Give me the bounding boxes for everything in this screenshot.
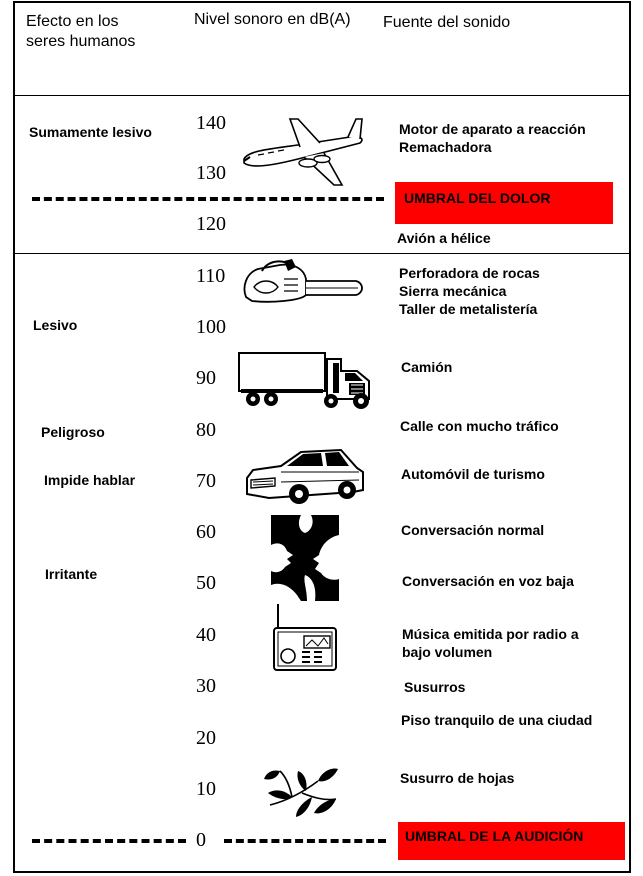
tick-0: 0 bbox=[196, 829, 206, 851]
effect-dangerous: Peligroso bbox=[41, 424, 105, 440]
tick-20: 20 bbox=[196, 727, 216, 749]
source-low-conversation: Conversación en voz baja bbox=[402, 573, 574, 589]
effect-harmful: Lesivo bbox=[33, 317, 78, 333]
tick-100: 100 bbox=[196, 316, 226, 338]
tick-40: 40 bbox=[196, 624, 216, 646]
tick-120: 120 bbox=[196, 213, 226, 235]
tick-50: 50 bbox=[196, 572, 216, 594]
tick-140: 140 bbox=[196, 112, 226, 134]
effect-prevents-speech: Impide hablar bbox=[44, 472, 136, 488]
hearing-threshold-label: UMBRAL DE LA AUDICIÓN bbox=[405, 828, 584, 844]
faces-icon bbox=[271, 515, 339, 601]
source-whispers: Susurros bbox=[404, 679, 466, 695]
truck-icon bbox=[237, 349, 373, 411]
effect-extremely-harmful: Sumamente lesivo bbox=[29, 124, 152, 140]
tick-130: 130 bbox=[196, 162, 226, 184]
pain-threshold-label: UMBRAL DEL DOLOR bbox=[404, 190, 551, 206]
tick-110: 110 bbox=[196, 265, 226, 287]
tick-80: 80 bbox=[196, 419, 216, 441]
tick-60: 60 bbox=[196, 521, 216, 543]
source-leaves-rustle: Susurro de hojas bbox=[400, 770, 515, 786]
header-level: Nivel sonoro en dB(A) bbox=[194, 11, 351, 28]
header-effect: Efecto en los seres humanos bbox=[26, 13, 136, 50]
header-source: Fuente del sonido bbox=[383, 14, 511, 31]
source-normal-conversation: Conversación normal bbox=[401, 522, 545, 538]
tick-70: 70 bbox=[196, 470, 216, 492]
tick-10: 10 bbox=[196, 778, 216, 800]
hearing-threshold-line-right bbox=[224, 839, 386, 843]
tick-90: 90 bbox=[196, 367, 216, 389]
source-heavy-traffic: Calle con mucho tráfico bbox=[400, 418, 559, 434]
airplane-icon bbox=[238, 115, 368, 187]
leaves-icon bbox=[262, 763, 342, 819]
effect-irritating: Irritante bbox=[45, 566, 98, 582]
source-rock-drill: Perforadora de rocas Sierra mecánica Taller de metalistería bbox=[399, 265, 540, 317]
pain-threshold-line bbox=[32, 197, 384, 201]
source-jet-engine: Motor de aparato a reacción Remachadora bbox=[399, 121, 586, 155]
chainsaw-icon bbox=[240, 257, 366, 305]
radio-icon bbox=[270, 602, 340, 674]
section-divider bbox=[13, 253, 631, 254]
source-passenger-car: Automóvil de turismo bbox=[401, 466, 545, 482]
source-low-radio: Música emitida por radio a bajo volumen bbox=[402, 626, 579, 660]
hearing-threshold-line-left bbox=[32, 839, 186, 843]
source-quiet-flat: Piso tranquilo de una ciudad bbox=[401, 712, 593, 728]
source-truck: Camión bbox=[401, 359, 453, 375]
tick-30: 30 bbox=[196, 675, 216, 697]
car-icon bbox=[243, 448, 367, 508]
source-propeller-plane: Avión a hélice bbox=[397, 230, 491, 246]
header-divider bbox=[13, 95, 631, 96]
